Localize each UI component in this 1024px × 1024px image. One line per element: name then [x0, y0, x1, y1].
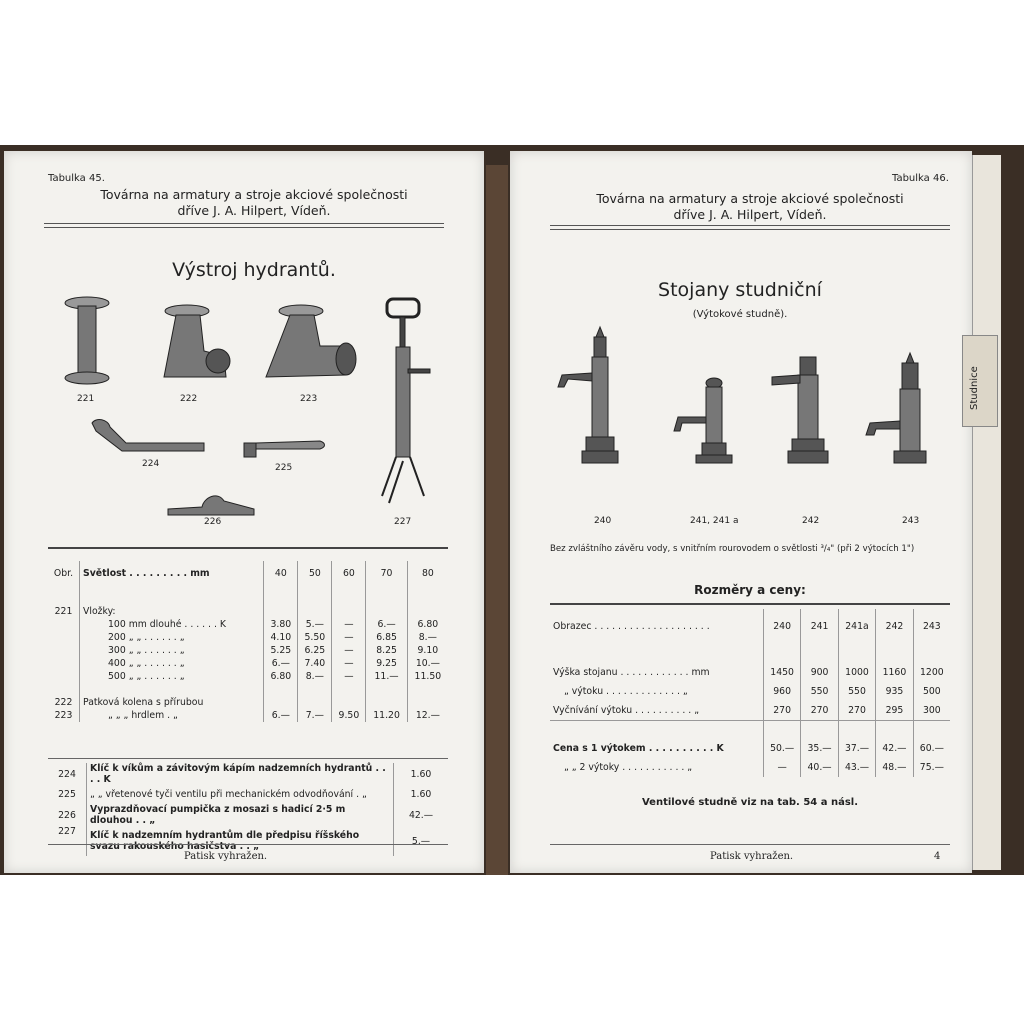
key-225-illustration [244, 441, 325, 457]
header-line2: dříve J. A. Hilpert, Vídeň. [177, 203, 331, 218]
col-header: Obrazec . . . . . . . . . . . . . . . . . . . . [553, 620, 710, 632]
col-header: 50 [298, 561, 332, 585]
hydrant-price-table [48, 561, 448, 722]
page-subtitle: (Výtokové studně). [692, 309, 788, 320]
table-row: 223 „ „ „ hrdlem . „ 6.— 7.— 9.50 11.20 12.— [48, 709, 448, 722]
footer-rule [48, 844, 448, 845]
table-row: 224 Klíč k víkům a závitovým kápím nadzemních hydrantů . . . . K 1.60 [48, 763, 448, 785]
table-row: 100 mm dlouhé . . . . . . K 3.80 5.— — 6.— 6.80 [48, 618, 448, 631]
stand-note: Bez zvláštního závěru vody, s vnitřním rourovodem o světlosti ³/₄" (při 2 výtocích 1") [550, 544, 915, 554]
table-row: Výška stojanu . . . . . . . . . . . . mm 1450 900 1000 1160 1200 [550, 663, 950, 682]
page-title: Stojany studniční [658, 279, 822, 301]
side-tab-label: Studnice [969, 366, 980, 410]
stand-240-illustration [558, 327, 618, 463]
elbow-223-illustration [266, 305, 356, 377]
stand-243-illustration [866, 353, 926, 463]
col-header: 241a [838, 609, 875, 643]
elbow-222-illustration [164, 305, 230, 377]
stand-price-table [550, 609, 950, 777]
hydrant-accessories-table [48, 763, 448, 856]
figure-label: 243 [902, 516, 920, 526]
figure-label: 240 [594, 516, 612, 526]
col-header: 241 [801, 609, 838, 643]
col-header: 242 [876, 609, 913, 643]
header-line1: Továrna na armatury a stroje akciové společnosti [596, 191, 904, 206]
table-row: 226 Vyprazdňovací pumpička z mosazi s hadicí 2·5 m dlouhou . . „ 42.— [48, 804, 448, 826]
cross-reference-note: Ventilové studně viz na tab. 54 a násl. [641, 797, 858, 808]
table-row: „ výtoku . . . . . . . . . . . . . „ 960 550 550 935 500 [550, 682, 950, 701]
table-row: Vyčnívání výtoku . . . . . . . . . . „ 270 270 270 295 300 [550, 701, 950, 720]
table-divider [48, 758, 448, 759]
page-edges [972, 155, 1001, 870]
col-header: 70 [366, 561, 407, 585]
figure-label: 222 [180, 394, 198, 404]
stand-figures [510, 151, 972, 531]
figure-label: 223 [300, 394, 318, 404]
page-number: 4 [934, 851, 941, 862]
figure-label: 225 [275, 463, 293, 473]
table-row: 227 Klíč k nadzemním hydrantům dle předpisu říšského svazu rakouského hasičstva . . „ 5.— [48, 826, 448, 856]
table-header-row [550, 609, 950, 643]
pump-226-illustration [382, 299, 430, 503]
book-spine [486, 165, 508, 875]
side-index-tab [962, 335, 998, 427]
col-header: Světlost . . . . . . . . . mm [80, 561, 264, 585]
col-header: 40 [264, 561, 298, 585]
header-line2: dříve J. A. Hilpert, Vídeň. [673, 207, 827, 222]
figure-label: 242 [802, 516, 820, 526]
table-row: „ „ 2 výtoky . . . . . . . . . . . „ — 40.— 43.— 48.— 75.— [550, 758, 950, 777]
table-row: 400 „ „ . . . . . . „ 6.— 7.40 — 9.25 10.— [48, 657, 448, 670]
page-footer: Patisk vyhražen. [710, 851, 794, 862]
table-row: 500 „ „ . . . . . . „ 6.80 8.— — 11.— 11.50 [48, 670, 448, 683]
col-header: 243 [913, 609, 950, 643]
stand-241-illustration [674, 378, 732, 463]
col-header: 80 [407, 561, 448, 585]
header-line1: Továrna na armatury a stroje akciové společnosti [100, 187, 408, 202]
section-title: Rozměry a ceny: [694, 583, 806, 597]
figure-label: 241, 241 a [690, 516, 739, 526]
figure-label: 224 [142, 459, 160, 469]
col-header: 60 [332, 561, 366, 585]
page-tab-label: Tabulka 46. [892, 173, 949, 184]
figure-label: 221 [77, 394, 95, 404]
col-header: Obr. [53, 567, 74, 579]
col-header: 240 [763, 609, 800, 643]
table-row: 222 Patková kolena s přírubou [48, 696, 448, 709]
table-row: 221 Vložky: [48, 605, 448, 618]
table-row: 200 „ „ . . . . . . „ 4.10 5.50 — 6.85 8.— [48, 631, 448, 644]
left-page [4, 151, 484, 873]
table-row: 300 „ „ . . . . . . „ 5.25 6.25 — 8.25 9.10 [48, 644, 448, 657]
table-top-rule [550, 603, 950, 605]
page-tab-label: Tabulka 45. [48, 173, 105, 184]
right-page [510, 151, 972, 873]
pipe-221-illustration [65, 297, 109, 384]
footer-rule [550, 844, 950, 845]
page-footer: Patisk vyhražen. [184, 851, 268, 862]
stand-242-illustration [772, 357, 828, 463]
page-title: Výstroj hydrantů. [172, 259, 336, 281]
table-top-rule [48, 547, 448, 549]
table-row: 225 „ „ vřetenové tyči ventilu při mechanickém odvodňování . „ 1.60 [48, 785, 448, 804]
figure-label: 226 [204, 517, 222, 527]
open-catalogue [0, 145, 1024, 875]
key-224-illustration [92, 420, 204, 451]
hydrant-figures [4, 151, 484, 531]
key-227-illustration [168, 496, 254, 515]
table-row: Cena s 1 výtokem . . . . . . . . . . K 50.— 35.— 37.— 42.— 60.— [550, 739, 950, 758]
figure-label: 227 [394, 517, 412, 527]
